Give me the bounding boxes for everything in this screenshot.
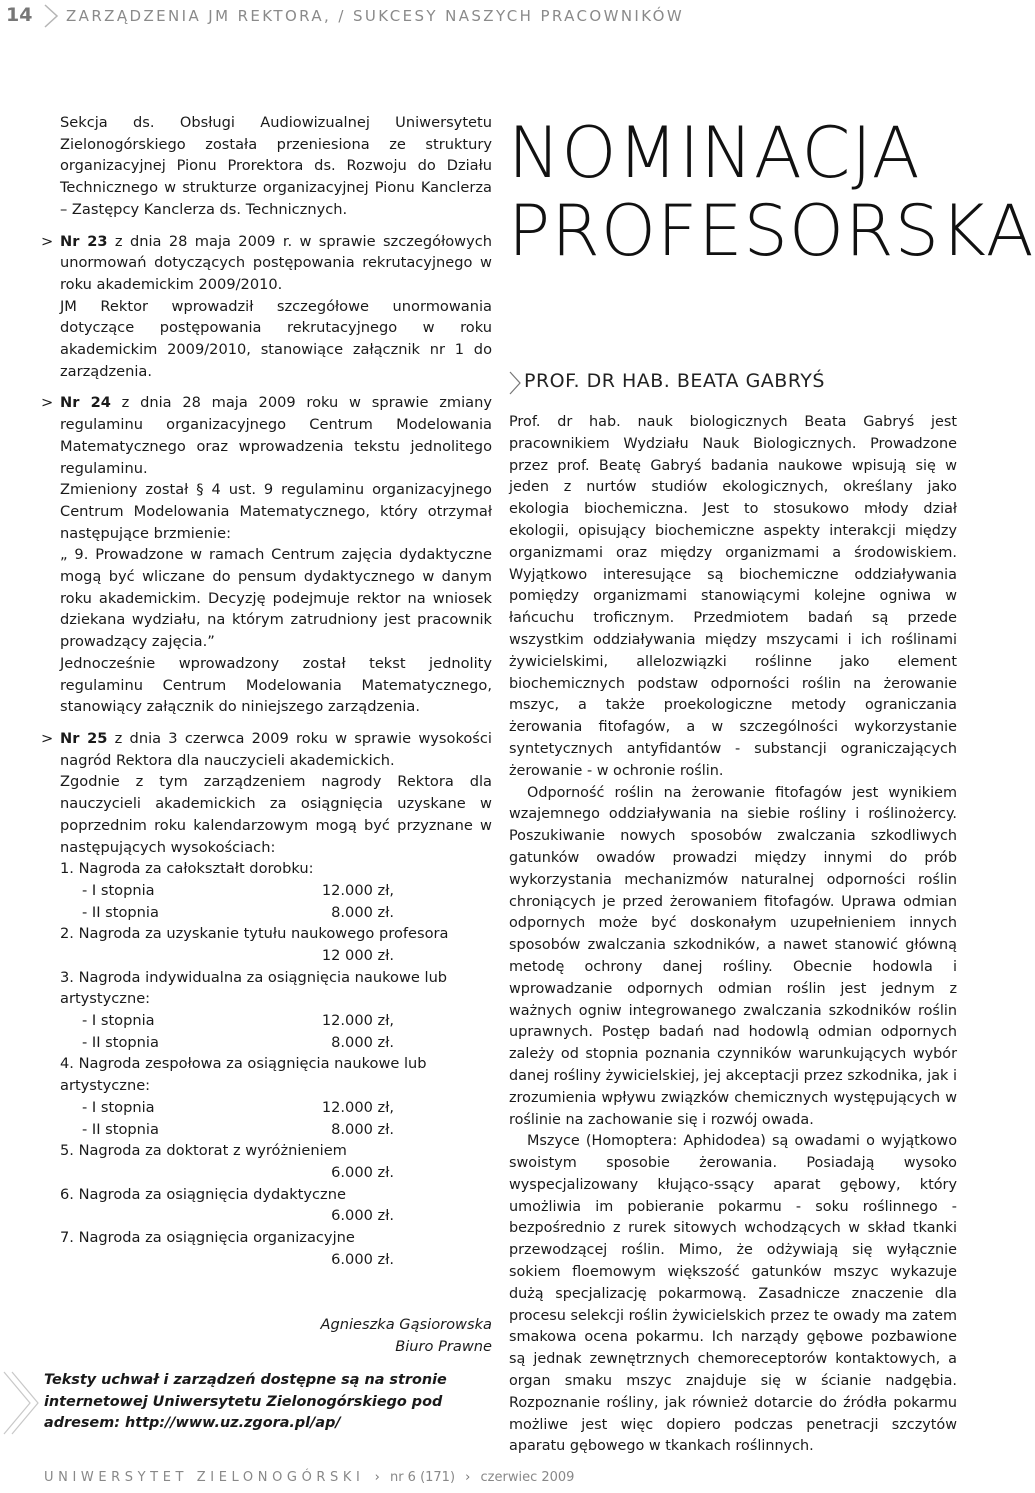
ordinance-25-title: Nr 25 z dnia 3 czerwca 2009 roku w sprawie wysokości nagród Rektora dla nauczycieli akademickich. bbox=[60, 729, 492, 769]
awards-list bbox=[60, 858, 492, 1270]
award-level-label: - I stopnia bbox=[82, 1012, 155, 1030]
award-amount: 6.000 zł. bbox=[331, 1207, 394, 1225]
footer-university: UNIWERSYTET ZIELONOGÓRSKI bbox=[44, 1470, 365, 1485]
chevron-right-icon bbox=[42, 3, 62, 29]
award-level-amount: 12.000 zł, bbox=[321, 1012, 394, 1030]
section-header-title: ZARZĄDZENIA JM REKTORA, / SUKCESY NASZYCH PRACOWNIKÓW bbox=[66, 7, 685, 25]
bullet-marker: > bbox=[41, 394, 54, 412]
award-level-row bbox=[60, 902, 492, 924]
author-office: Biuro Prawne bbox=[395, 1338, 492, 1356]
award-amount: 12 000 zł. bbox=[321, 946, 394, 964]
award-level-label: - I stopnia bbox=[82, 1098, 155, 1116]
article-paragraph: Odporność roślin na żerowanie fitofagów jest wynikiem wzajemnego oddziaływania na siebie rośliny i roślinożercy. Poszukiwanie nowych sposobów zwalczania szkodliwych gatunków owadów prowadzi między innymi do prób wykorzystania mechanizmów naturalnej odporności roślin chroniących je przed żerowaniem fitofagów. Uprawa odmian odpornych może być doskonałym uzupełnieniem innych sposobów zwalczania szkodników, a nawet stanowić główną metodę ochrony danej rośliny. Obecnie hodowla i wprowadzanie odpornych odmian roślin jest jednym z ważnych ogniw integrowanego zwalczania szkodników roślin uprawnych. Postęp badań nad hodowlą odmian odpornych zależy od stopnia poznania czynników warunkujących wybór danej rośliny żywicielskiej, jej akceptacji przez szkodnika, jak i zrozumienia wpływu związków chemicznych występujących w roślinie na zachowanie się i rozwój owada. bbox=[509, 784, 957, 1128]
footer-date: czerwiec 2009 bbox=[480, 1470, 575, 1485]
award-title: 3. Nagroda indywidualna za osiągnięcia naukowe lub artystyczne: bbox=[60, 968, 448, 1008]
right-column bbox=[509, 412, 957, 1458]
ordinance-23-title: Nr 23 z dnia 28 maja 2009 r. w sprawie szczegółowych unormowań dotyczących postępowania rekrutacyjnego w roku akademickim 2009/2010. bbox=[60, 232, 492, 293]
double-chevron-icon bbox=[0, 1368, 44, 1438]
chevron-right-icon: › bbox=[465, 1470, 471, 1485]
author-heading-text: PROF. DR HAB. BEATA GABRYŚ bbox=[524, 370, 825, 392]
award-amount-row bbox=[60, 1162, 492, 1184]
award-amount: 6.000 zł. bbox=[331, 1163, 394, 1181]
ordinance-25 bbox=[41, 728, 492, 858]
award-item bbox=[60, 1227, 492, 1270]
award-level-amount: 8.000 zł. bbox=[331, 903, 394, 921]
page-number: 14 bbox=[6, 4, 33, 26]
ordinance-24 bbox=[41, 392, 492, 718]
award-amount-row bbox=[60, 1249, 492, 1271]
award-title: 5. Nagroda za doktorat z wyróżnieniem bbox=[60, 1142, 347, 1160]
award-level-amount: 12.000 zł, bbox=[321, 881, 394, 899]
award-level-amount: 8.000 zł. bbox=[331, 1120, 394, 1138]
ordinance-24-body: Zmieniony został § 4 ust. 9 regulaminu organizacyjnego Centrum Modelowania Matematycznego, który otrzymał następujące brzmienie: bbox=[60, 481, 492, 542]
ordinance-25-body: Zgodnie z tym zarządzeniem nagrody Rektora dla nauczycieli akademickich za osiągnięcia uzyskane w poprzednim roku kalendarzowym mogą być przyznane w następujących wysokościach: bbox=[60, 773, 492, 856]
author-heading bbox=[524, 370, 825, 392]
chevron-right-icon bbox=[508, 370, 522, 396]
award-level-amount: 12.000 zł, bbox=[321, 1098, 394, 1116]
award-level-label: - II stopnia bbox=[82, 1120, 159, 1138]
ordinance-23 bbox=[41, 231, 492, 383]
left-column bbox=[41, 112, 492, 1358]
award-title: 1. Nagroda za całokształt dorobku: bbox=[60, 860, 314, 878]
footnote: Teksty uchwał i zarządzeń dostępne są na stronie internetowej Uniwersytetu Zielonogórskiego pod adresem: http://www.uz.zgora.pl/ap/ bbox=[44, 1372, 447, 1432]
award-item bbox=[60, 923, 492, 966]
award-title: 7. Nagroda za osiągnięcia organizacyjne bbox=[60, 1229, 355, 1247]
award-level-label: - I stopnia bbox=[82, 881, 155, 899]
award-item bbox=[60, 967, 492, 1054]
author-name: Agnieszka Gąsiorowska bbox=[320, 1316, 492, 1334]
ordinance-24-title: Nr 24 z dnia 28 maja 2009 roku w sprawie zmiany regulaminu organizacyjnego Centrum Modelowania Matematycznego oraz wprowadzenia tekstu jednolitego regulaminu. bbox=[60, 394, 492, 477]
award-title: 2. Nagroda za uzyskanie tytułu naukowego profesora bbox=[60, 925, 449, 943]
award-amount: 6.000 zł. bbox=[331, 1250, 394, 1268]
award-item bbox=[60, 1053, 492, 1140]
ordinance-24-body2: Jednocześnie wprowadzony został tekst jednolity regulaminu Centrum Modelowania Matematycznego, stanowiący załącznik do niniejszego zarządzenia. bbox=[60, 654, 492, 716]
page-footer bbox=[44, 1470, 574, 1485]
award-amount-row bbox=[60, 1205, 492, 1227]
award-level-row bbox=[60, 1010, 492, 1032]
award-title: 6. Nagroda za osiągnięcia dydaktyczne bbox=[60, 1185, 346, 1203]
article-paragraph: Mszyce (Homoptera: Aphidodea) są owadami o wyjątkowo swoistym sposobie żerowania. Posiadają wysoko wyspecjalizowany kłująco-ssący aparat gębowy, który umożliwia im pobieranie pokarmu - soku roślinnego - bezpośrednio z rurek sitowych wchodzących w skład tkanki przewodzącej roślin. Mimo, że odżywiają się wyłącznie sokiem floemowym większość gatunków mszyc wykazuje dużą specjalizację pokarmową. Zasadnicze znaczenie dla procesu selekcji roślin żywicielskich przez te owady ma zatem smakowa ocena pokarmu. Ich narządy gębowe pozbawione są jednak zewnętrznych chemoreceptorów kontaktowych, a organ smaku mszyc znajduje się w ścianie nadgębia. Rozpoznanie rośliny, jak również dotarcie do źródła pokarmu możliwe jest więc dopiero podczas penetracji szczytów aparatu gębowego w tkankach roślinnych. bbox=[509, 1133, 957, 1455]
bullet-marker: > bbox=[41, 729, 54, 747]
article-title bbox=[508, 112, 1035, 272]
article-paragraph: Prof. dr hab. nauk biologicznych Beata Gabryś jest pracownikiem Wydziału Nauk Biologicznych. Prowadzone przez prof. Beatę Gabryś badania naukowe wpisują się w jeden z nurtów studiów ekologicznych, określany jako ekologia biochemiczna. Jest to stosukowo młody dział ekologii, opisujący biochemiczne aspekty interakcji między organizmami oraz między organizmami a środowiskiem. Wyjątkowo interesujące są biochemiczne oddziaływania pomiędzy organizmami stanowiącymi kolejne ogniwa w łańcuchu troficznym. Przedmiotem badań są przede wszystkim oddziaływania między mszycami i ich roślinami żywicielskimi, allelozwiązki roślinne jako element biochemicznych podstaw odporności roślin na żerowanie mszyc, a także proekologiczne metody ograniczania żerowania fitofagów, a w szczególności wykorzystanie syntetycznych antyfidantów - substancji ograniczających żerowanie - w ochronie roślin. bbox=[509, 414, 957, 779]
award-item bbox=[60, 858, 492, 923]
intro-paragraph: Sekcja ds. Obsługi Audiowizualnej Uniwersytetu Zielonogórskiego została przeniesiona ze struktury organizacyjnej Pionu Prorektora ds. Rozwoju do Działu Technicznego w strukturze organizacyjnej Pionu Kanclerza – Zastępcy Kanclerza ds. Technicznych. bbox=[60, 114, 492, 218]
article-title-line-2: PROFESORSKA bbox=[508, 190, 1035, 272]
award-level-label: - II stopnia bbox=[82, 1033, 159, 1051]
chevron-right-icon: › bbox=[374, 1470, 380, 1485]
award-level-row bbox=[60, 880, 492, 902]
award-level-row bbox=[60, 1119, 492, 1141]
award-level-amount: 8.000 zł. bbox=[331, 1033, 394, 1051]
award-level-label: - II stopnia bbox=[82, 903, 159, 921]
award-level-row bbox=[60, 1032, 492, 1054]
ordinance-23-body: JM Rektor wprowadził szczegółowe unormowania dotyczące postępowania rekrutacyjnego w roku akademickim 2009/2010, stanowiące załącznik nr 1 do zarządzenia. bbox=[60, 297, 492, 380]
bullet-marker: > bbox=[41, 232, 54, 250]
article-title-line-1: NOMINACJA bbox=[508, 112, 921, 194]
ordinance-24-quote: „ 9. Prowadzone w ramach Centrum zajęcia dydaktyczne mogą być wliczane do pensum dydaktycznego w danym roku akademickim. Decyzję podejmuje rektor na wniosek dziekana wydziału, na którym zatrudniony jest pracownik prowadzący zajęcia.” bbox=[60, 546, 492, 651]
award-item bbox=[60, 1184, 492, 1227]
award-amount-row bbox=[60, 945, 492, 967]
award-level-row bbox=[60, 1097, 492, 1119]
award-item bbox=[60, 1140, 492, 1183]
award-title: 4. Nagroda zespołowa za osiągnięcia naukowe lub artystyczne: bbox=[60, 1055, 427, 1095]
footer-issue: nr 6 (171) bbox=[389, 1470, 456, 1485]
